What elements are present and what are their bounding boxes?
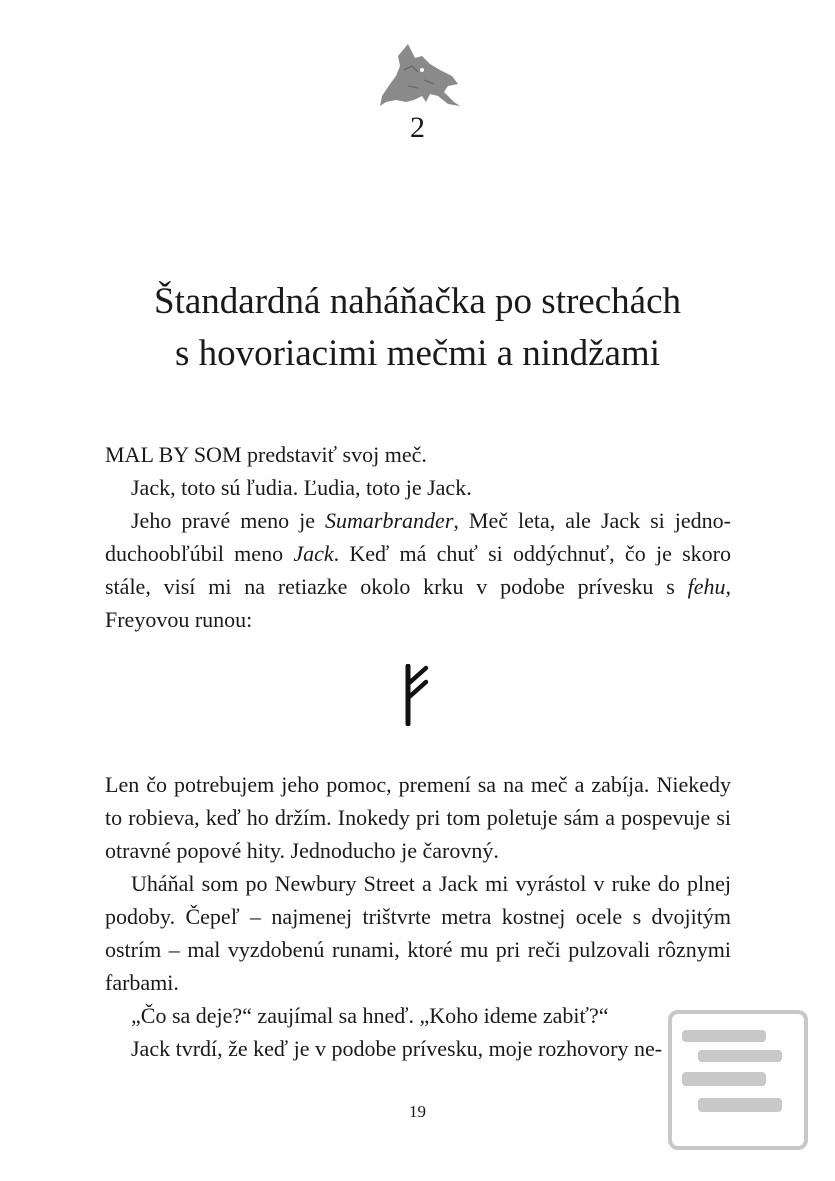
rune-name-italic: fehu — [687, 574, 726, 599]
book-stack-icon — [668, 1010, 808, 1150]
paragraph-closing: Jack tvrdí, že keď je v podobe prívesku, moje rozhovory ne- — [131, 1036, 663, 1061]
page-number: 19 — [409, 1102, 426, 1121]
paragraph-opening-rest: predstaviť svoj meč. — [241, 442, 427, 467]
chapter-title-line-2: s hovoriacimi mečmi a nindžami — [175, 333, 660, 374]
paragraph-sword-powers: Len čo potrebujem jeho pomoc, premení sa na meč a zabíja. Niekedy to robieva, keď ho držím. Inokedy pri tom poletuje sám a pospevuje si otravné popové hity. Jednoducho je čarovný. — [105, 772, 731, 863]
paragraph-opening-smallcaps: MAL BY SOM — [105, 442, 242, 467]
paragraph-dialogue: „Čo sa deje?“ zaujímal sa hneď. „Koho ideme zabiť?“ — [131, 1003, 609, 1028]
sword-name-italic: Sumarbrander — [325, 508, 454, 533]
jack-name-italic: Jack — [293, 541, 334, 566]
chapter-title — [60, 276, 775, 380]
chapter-title-line-1: Štandardná naháňačka po strechách — [154, 281, 681, 322]
body-text-lower — [105, 768, 731, 1065]
chapter-number: 2 — [410, 111, 425, 144]
fehu-rune-icon — [398, 664, 432, 726]
paragraph-introduction: Jack, toto sú ľudia. Ľudia, toto je Jack. — [131, 475, 472, 500]
paragraph-newbury-street: Uháňal som po Newbury Street a Jack mi vyrástol v ruke do plnej podoby. Čepeľ – najmenej trištvrte metra kostnej ocele s dvojitým ostrím – mal vyzdobenú runami, ktoré mu pri reči pulzovali rôznymi farbami. — [105, 871, 731, 995]
wolf-head-icon — [378, 40, 462, 110]
paragraph-sword-name: Jeho pravé meno je Sumarbrander, Meč leta, ale Jack si jedno-duchoobľúbil meno Jack. Keď má chuť si oddýchnuť, čo je skoro stále, visí mi na retiazke okolo krku v podobe prívesku s fehu, Freyovou runou: — [105, 508, 731, 632]
body-text-upper — [105, 438, 731, 636]
paragraph-opening — [105, 438, 731, 471]
